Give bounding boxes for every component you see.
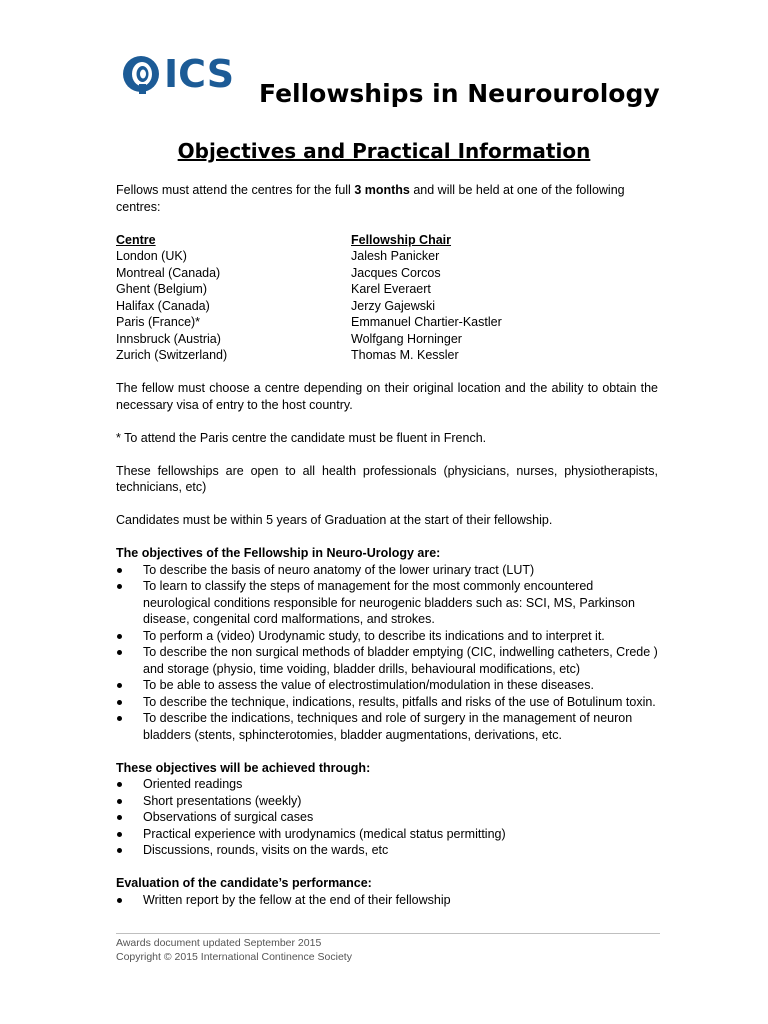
bullet-icon [117, 650, 122, 655]
bullet-icon [117, 568, 122, 573]
list-item-text: To perform a (video) Urodynamic study, to describe its indications and to interpret it. [143, 628, 605, 643]
objectives-heading: The objectives of the Fellowship in Neuro-Urology are: [116, 546, 441, 560]
list-item [116, 793, 658, 810]
page-title: Fellowships in Neurourology [259, 79, 660, 108]
list-item-text: Oriented readings [143, 777, 243, 791]
list-item [116, 809, 658, 826]
centre-cell: Zurich (Switzerland) [116, 348, 228, 362]
list-item-text: To learn to classify the steps of management for the most commonly encountered neurological conditions responsible for neurogenic bladders such as: SCI, MS, Parkinson disease, congenital cord malformations, and strokes. [143, 579, 635, 626]
centres-table [116, 232, 502, 364]
centre-column-header: Centre [116, 232, 156, 247]
centre-row [116, 314, 502, 331]
list-item-text: To describe the non surgical methods of bladder emptying (CIC, indwelling catheters, Crede ) and storage (physio, time voiding, bladder drills, behavioural modifications, etc) [143, 645, 658, 676]
centre-row [116, 248, 502, 265]
chair-cell: Jerzy Gajewski [351, 298, 436, 313]
footer-copyright-text: Copyright © 2015 International Continence Society [116, 951, 352, 963]
bullet-icon [117, 848, 122, 853]
centre-cell: Ghent (Belgium) [116, 282, 208, 296]
ics-logo-text: ICS [164, 52, 235, 96]
list-item [116, 677, 658, 694]
evaluation-heading: Evaluation of the candidate’s performance: [116, 876, 372, 890]
page-subtitle: Objectives and Practical Information [177, 139, 591, 163]
page-footer [116, 933, 660, 964]
list-item [116, 826, 658, 843]
list-item [116, 628, 658, 645]
list-item-text: Discussions, rounds, visits on the wards, etc [143, 843, 389, 857]
chair-column-header: Fellowship Chair [351, 232, 452, 247]
bullet-icon [117, 799, 122, 804]
ics-logo [121, 54, 234, 94]
centre-row [116, 347, 502, 364]
objectives-list [116, 562, 658, 744]
chair-cell: Wolfgang Horninger [351, 331, 462, 346]
footer-updated-text: Awards document updated September 2015 [116, 937, 322, 949]
achieved-heading: These objectives will be achieved through: [116, 760, 371, 775]
bullet-icon [117, 815, 122, 820]
chair-cell: Jacques Corcos [351, 265, 441, 280]
chair-cell: Emmanuel Chartier-Kastler [351, 315, 502, 329]
list-item-text: To describe the basis of neuro anatomy of the lower urinary tract (LUT) [143, 562, 535, 577]
centre-cell: Halifax (Canada) [116, 298, 210, 313]
list-item [116, 710, 658, 743]
list-item-text: Written report by the fellow at the end of their fellowship [143, 892, 451, 907]
bullet-icon [117, 898, 122, 903]
list-item-text: Short presentations (weekly) [143, 793, 302, 808]
bullet-icon [117, 832, 122, 837]
chair-cell: Jalesh Panicker [351, 249, 440, 263]
list-item-text: To describe the indications, techniques and role of surgery in the management of neuron bladders (stents, sphincterotomies, bladder augmentations, derivations, etc. [143, 711, 633, 742]
list-item [116, 578, 658, 628]
centre-row [116, 331, 502, 348]
bullet-icon [117, 683, 122, 688]
document-body [116, 182, 658, 925]
list-item [116, 776, 658, 793]
list-item [116, 644, 658, 677]
graduation-paragraph: Candidates must be within 5 years of Graduation at the start of their fellowship. [116, 513, 553, 527]
centre-cell: Montreal (Canada) [116, 265, 221, 280]
bullet-icon [117, 716, 122, 721]
open-to-paragraph: These fellowships are open to all health professionals (physicians, nurses, physiotherapists, technicians, etc) [116, 463, 658, 494]
chair-cell: Thomas M. Kessler [351, 348, 459, 362]
list-item-text: Observations of surgical cases [143, 810, 314, 824]
list-item [116, 892, 658, 909]
list-item-text: To be able to assess the value of electrostimulation/modulation in these diseases. [143, 678, 594, 692]
paris-note-paragraph: * To attend the Paris centre the candidate must be fluent in French. [116, 430, 487, 445]
centre-cell: Innsbruck (Austria) [116, 331, 221, 346]
achieved-list [116, 776, 658, 859]
intro-paragraph: Fellows must attend the centres for the full 3 months and will be held at one of the following centres: [116, 183, 625, 214]
centre-row [116, 281, 502, 298]
list-item [116, 842, 658, 859]
chair-cell: Karel Everaert [351, 282, 431, 296]
evaluation-list [116, 892, 658, 909]
bullet-icon [117, 634, 122, 639]
centre-row [116, 265, 502, 282]
ics-logo-mark-icon [121, 54, 161, 94]
list-item [116, 562, 658, 579]
centre-cell: Paris (France)* [116, 315, 201, 329]
list-item-text: To describe the technique, indications, results, pitfalls and risks of the use of Botulinum toxin. [143, 694, 656, 709]
centre-row [116, 298, 502, 315]
bullet-icon [117, 700, 122, 705]
bullet-icon [117, 782, 122, 787]
centre-cell: London (UK) [116, 249, 187, 263]
list-item-text: Practical experience with urodynamics (medical status permitting) [143, 826, 506, 841]
bullet-icon [117, 584, 122, 589]
choose-centre-paragraph: The fellow must choose a centre depending on their original location and the ability to obtain the necessary visa of entry to the host country. [116, 381, 658, 412]
list-item [116, 694, 658, 711]
